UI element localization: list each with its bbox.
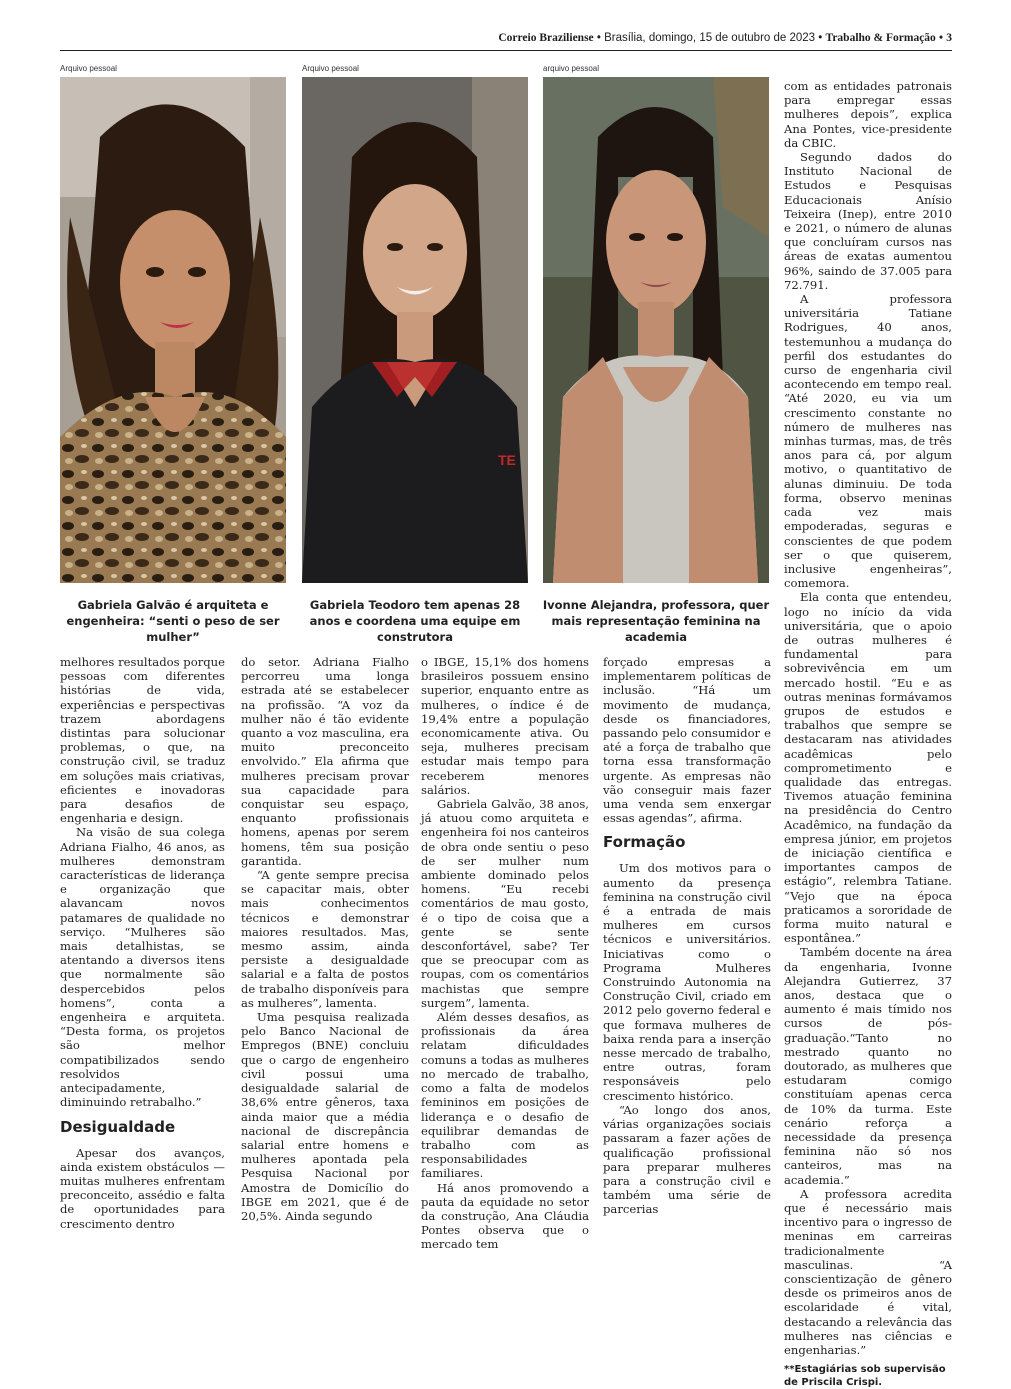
article-column-2 [241,655,409,1223]
article-column-5 [784,79,952,1389]
article-column-4 [603,655,771,1217]
subheading-desigualdade: Desigualdade [60,1117,176,1136]
page-header [60,28,952,51]
photo-gabriela-galvao [60,77,286,583]
page-separator: • [939,32,944,44]
paragraph: A professora acredita que é necessário mais incentivo para o ingresso de meninas em carreiras tradicionalmente masculinas. “A conscientização de gênero desde os primeiros anos de escolaridade é vital, destacando a relevância das mulheres nas ciências e engenharias.” [784,1186,952,1358]
section-name: Trabalho & Formação [825,32,936,44]
photo-ivonne-alejandra [543,77,769,583]
page-number: 3 [946,32,952,44]
paragraph: Gabriela Galvão, 38 anos, já atuou como arquiteta e engenheira foi nos canteiros de obra onde sentiu o peso de ser mulher num ambiente dominado pelos homens. “Eu recebi comentários de mau gosto, é o tipo de coisa que a gente se sente desconfortável, sabe? Ter que se preocupar com as roupas, com os comentários machistas que sempre surgem”, lamenta. [421,797,589,1010]
paragraph: Há anos promovendo a pauta da equidade no setor da construção, Ana Cláudia Pontes observa que o mercado tem [421,1180,589,1252]
photo-gabriela-teodoro [302,77,528,583]
photo-credit-2: Arquivo pessoal [302,64,359,73]
paragraph: Além desses desafios, as profissionais da área relatam dificuldades comuns a todas as mulheres no mercado de trabalho, como a falta de modelos femininos em posições de liderança e o desafio de equilibrar demandas de trabalho com as responsabilidades familiares. [421,1010,589,1181]
photo-caption-2: Gabriela Teodoro tem apenas 28 anos e coordena uma equipe em construtora [309,598,521,644]
article-column-3 [421,655,589,1252]
paragraph: Apesar dos avanços, ainda existem obstáculos — muitas mulheres enfrentam preconceito, assédio e falta de oportunidades para crescimento dentro [60,1145,225,1231]
paragraph: Na visão de sua colega Adriana Fialho, 46 anos, as mulheres demonstram características de liderança e organização que alavancam novos patamares de qualidade no serviço. “Mulheres são mais detalhistas, se atentando a diversos itens que normalmente são despercebidos pelos homens”, conta a engenheira e arquiteta. “Desta forma, os projetos são melhor compatibilizados sendo resolvidos antecipadamente, diminuindo retrabalho.” [60,825,225,1110]
supervision-note: **Estagiárias sob supervisão de Priscila Crispi. [784,1364,946,1389]
paragraph: Segundo dados do Instituto Nacional de Estudos e Pesquisas Educacionais Anísio Teixeira (Inep), entre 2010 e 2021, o número de alunas que concluíram cursos nas áreas de exatas aumentou 96%, saindo de 37.005 para 72.791. [784,150,952,292]
paragraph: Uma pesquisa realizada pelo Banco Nacional de Empregos (BNE) concluiu que o cargo de engenheiro civil possui uma desigualdade salarial de 38,6% entre gêneros, taxa ainda maior que a média nacional de discrepância salarial entre homens e mulheres apontada pela Pesquisa Nacional por Amostra de Domicílio do IBGE em 2021, que é de 20,5%. Ainda segundo [241,1010,409,1223]
photo-credit-3: arquivo pessoal [543,64,600,73]
paragraph: o IBGE, 15,1% dos homens brasileiros possuem ensino superior, enquanto entre as mulheres, o índice é de 19,4% entre a população economicamente ativa. Ou seja, mulheres precisam estudar mais tempo para receberem menores salários. [421,655,589,797]
photo-caption-1: Gabriela Galvão é arquiteta e engenheira: “senti o peso de ser mulher” [66,598,280,644]
paragraph: “A gente sempre precisa se capacitar mais, obter mais conhecimentos técnicos e demonstrar maiores resultados. Mas, mesmo assim, ainda persiste a desigualdade salarial e a falta de postos de trabalho disponíveis para as mulheres”, lamenta. [241,868,409,1010]
paragraph: Ela conta que entendeu, logo no início da vida universitária, que o apoio de outras mulheres é fundamental para sobrevivência em um mercado hostil. “Eu e as outras meninas formávamos grupos de estudos e trabalhos que sempre se destacaram nas atividades acadêmicas pelo comprometimento e qualidade das entregas. Tivemos atuação feminina na presidência do Centro Acadêmico, na fundação da empresa júnior, em projetos de iniciação científica e importantes campos de estágio”, relembra Tatiane. “Vejo que na época praticamos a sororidade de forma muito natural e espontânea.” [784,590,952,946]
photo-caption-3: Ivonne Alejandra, professora, quer mais representação feminina na academia [542,598,770,644]
dateline: • Brasília, domingo, 15 de outubro de 2023 • [596,32,823,44]
paragraph: melhores resultados porque pessoas com diferentes histórias de vida, experiências e perspectivas trazem abordagens distintas para solucionar problemas, o que, na construção civil, se traduz em soluções mais criativas, eficientes e inovadoras para desafios de engenharia e design. [60,655,225,826]
newspaper-name: Correio Braziliense [498,32,594,44]
paragraph: A professora universitária Tatiane Rodrigues, 40 anos, testemunhou a mudança do perfil dos estudantes do curso de engenharia civil acontecendo em tempo real. “Até 2020, eu via um crescimento constante no número de mulheres nas minhas turmas, mas, de três anos para cá, por algum motivo, o quantitativo de alunas diminuiu. De toda forma, observo meninas cada vez mais empoderadas, seguras e conscientes de que podem ser o que quiserem, inclusive engenheiras”, comemora. [784,292,952,591]
subheading-formacao: Formação [603,833,686,852]
paragraph: com as entidades patronais para empregar essas mulheres depois”, explica Ana Pontes, vice-presidente da CBIC. [784,79,952,150]
photo-credit-1: Arquivo pessoal [60,64,117,73]
header-line [498,32,952,44]
paragraph: “Ao longo dos anos, várias organizações sociais passaram a fazer ações de qualificação profissional para preparar mulheres para a construção civil e também uma série de parcerias [603,1102,771,1217]
paragraph: Um dos motivos para o aumento da presença feminina na construção civil é a entrada de mais mulheres em cursos técnicos e universitários. Iniciativas como o Programa Mulheres Construindo Autonomia na Construção Civil, criado em 2012 pelo governo federal e que formava mulheres de baixa renda para a inserção nesse mercado de trabalho, entre outras, foram responsáveis pelo crescimento histórico. [603,861,771,1103]
paragraph: Também docente na área da engenharia, Ivonne Alejandra Gutierrez, 37 anos, destaca que o aumento é mais tímido nos cursos de pós-graduação.“Tanto no mestrado quanto no doutorado, as mulheres que estudaram comigo constituíam apenas cerca de 10% da turma. Este cenário reforça a necessidade da presença feminina não só nos canteiros, mas na academia.” [784,945,952,1187]
paragraph: do setor. Adriana Fialho percorreu uma longa estrada até se estabelecer na profissão. “A voz da mulher não é tão evidente quanto a voz masculina, era muito preconceito envolvido.” Ela afirma que mulheres precisam provar sua capacidade para conquistar seu espaço, enquanto profissionais homens, apenas por serem homens, têm sua posição garantida. [241,655,409,868]
paragraph: forçado empresas a implementarem políticas de inclusão. “Há um movimento de mudança, desde os financiadores, passando pelo consumidor e até a força de trabalho que torna essa transformação urgente. As empresas não vão conseguir mais fazer uma venda sem enxergar essas agendas”, afirma. [603,655,771,826]
svg-text:TE: TE [498,452,516,468]
article-column-1 [60,655,225,1231]
